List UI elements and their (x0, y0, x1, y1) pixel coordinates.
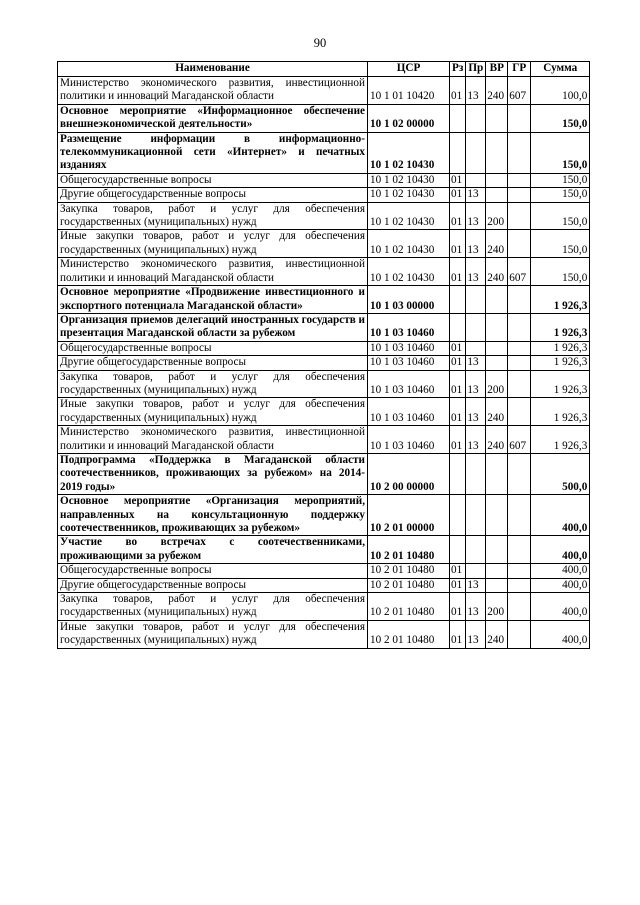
cell-vr (486, 188, 508, 202)
cell-vr: 240 (486, 620, 508, 648)
cell-name: Основное мероприятие «Организация мероприятий, направленных на консультационную поддержку соотечественников, проживающих за рубежом» (58, 495, 368, 536)
cell-name: Закупка товаров, работ и услуг для обеспечения государственных (муниципальных) нужд (58, 593, 368, 621)
cell-name: Основное мероприятие «Продвижение инвестиционного и экспортного потенциала Магаданской области» (58, 286, 368, 314)
table-row (58, 564, 590, 578)
cell-gr: 607 (508, 258, 531, 286)
cell-gr (508, 593, 531, 621)
cell-sum: 1 926,3 (531, 370, 590, 398)
cell-gr (508, 286, 531, 314)
cell-vr (486, 564, 508, 578)
table-row (58, 341, 590, 355)
cell-name: Иные закупки товаров, работ и услуг для обеспечения государственных (муниципальных) нужд (58, 620, 368, 648)
cell-csr: 10 1 03 10460 (368, 313, 450, 341)
cell-csr: 10 2 01 10480 (368, 593, 450, 621)
cell-name: Подпрограмма «Поддержка в Магаданской области соотечественников, проживающих за рубежом» на 2014-2019 годы» (58, 453, 368, 494)
header-name: Наименование (58, 62, 368, 77)
cell-name: Закупка товаров, работ и услуг для обеспечения государственных (муниципальных) нужд (58, 202, 368, 230)
cell-pr: 13 (466, 426, 486, 454)
cell-vr (486, 286, 508, 314)
table-row (58, 202, 590, 230)
cell-csr: 10 1 02 10430 (368, 188, 450, 202)
cell-csr: 10 1 02 10430 (368, 173, 450, 187)
cell-rz: 01 (450, 356, 466, 370)
cell-gr (508, 495, 531, 536)
cell-name: Иные закупки товаров, работ и услуг для обеспечения государственных (муниципальных) нужд (58, 230, 368, 258)
cell-rz: 01 (450, 188, 466, 202)
cell-vr: 240 (486, 230, 508, 258)
cell-csr: 10 2 01 10480 (368, 620, 450, 648)
cell-gr (508, 313, 531, 341)
cell-pr: 13 (466, 188, 486, 202)
cell-csr: 10 2 01 10480 (368, 564, 450, 578)
header-gr: ГР (508, 62, 531, 77)
cell-rz: 01 (450, 258, 466, 286)
cell-rz (450, 286, 466, 314)
cell-gr (508, 453, 531, 494)
cell-rz: 01 (450, 77, 466, 105)
cell-sum: 1 926,3 (531, 356, 590, 370)
cell-rz: 01 (450, 173, 466, 187)
cell-sum: 400,0 (531, 536, 590, 564)
cell-csr: 10 2 01 00000 (368, 495, 450, 536)
header-row (58, 62, 590, 77)
table-body (58, 77, 590, 649)
table-row (58, 495, 590, 536)
table-row (58, 578, 590, 592)
cell-pr: 13 (466, 398, 486, 426)
cell-rz: 01 (450, 202, 466, 230)
cell-pr: 13 (466, 356, 486, 370)
cell-rz: 01 (450, 593, 466, 621)
cell-name: Другие общегосударственные вопросы (58, 188, 368, 202)
cell-pr (466, 453, 486, 494)
cell-rz: 01 (450, 426, 466, 454)
cell-vr (486, 453, 508, 494)
header-rz: Рз (450, 62, 466, 77)
cell-name: Министерство экономического развития, инвестиционной политики и инноваций Магаданской области (58, 258, 368, 286)
cell-name: Общегосударственные вопросы (58, 173, 368, 187)
header-sum: Сумма (531, 62, 590, 77)
cell-gr (508, 341, 531, 355)
cell-pr: 13 (466, 77, 486, 105)
cell-vr (486, 132, 508, 173)
cell-rz: 01 (450, 564, 466, 578)
cell-gr (508, 132, 531, 173)
table-row (58, 313, 590, 341)
cell-pr (466, 173, 486, 187)
cell-name: Другие общегосударственные вопросы (58, 578, 368, 592)
budget-table (57, 61, 590, 649)
cell-sum: 150,0 (531, 258, 590, 286)
cell-gr (508, 620, 531, 648)
cell-csr: 10 1 03 10460 (368, 356, 450, 370)
cell-sum: 500,0 (531, 453, 590, 494)
cell-vr (486, 536, 508, 564)
table-row (58, 536, 590, 564)
cell-gr (508, 356, 531, 370)
cell-name: Иные закупки товаров, работ и услуг для обеспечения государственных (муниципальных) нужд (58, 398, 368, 426)
cell-sum: 1 926,3 (531, 286, 590, 314)
cell-pr: 13 (466, 593, 486, 621)
table-row (58, 77, 590, 105)
cell-csr: 10 1 01 10420 (368, 77, 450, 105)
table-row (58, 453, 590, 494)
cell-gr (508, 398, 531, 426)
cell-csr: 10 1 02 00000 (368, 104, 450, 132)
cell-csr: 10 1 02 10430 (368, 230, 450, 258)
cell-sum: 150,0 (531, 230, 590, 258)
table-row (58, 370, 590, 398)
table-row (58, 426, 590, 454)
cell-csr: 10 2 00 00000 (368, 453, 450, 494)
cell-rz (450, 495, 466, 536)
cell-sum: 150,0 (531, 132, 590, 173)
table-row (58, 230, 590, 258)
cell-name: Министерство экономического развития, инвестиционной политики и инноваций Магаданской области (58, 77, 368, 105)
cell-gr (508, 578, 531, 592)
cell-sum: 400,0 (531, 564, 590, 578)
cell-gr (508, 173, 531, 187)
cell-pr (466, 132, 486, 173)
cell-gr (508, 202, 531, 230)
cell-csr: 10 2 01 10480 (368, 536, 450, 564)
cell-name: Министерство экономического развития, инвестиционной политики и инноваций Магаданской области (58, 426, 368, 454)
cell-name: Размещение информации в информационно-телекоммуникационной сети «Интернет» и печатных изданиях (58, 132, 368, 173)
cell-name: Другие общегосударственные вопросы (58, 356, 368, 370)
table-row (58, 398, 590, 426)
cell-name: Участие во встречах с соотечественниками, проживающими за рубежом (58, 536, 368, 564)
cell-vr (486, 173, 508, 187)
cell-pr (466, 564, 486, 578)
cell-pr (466, 495, 486, 536)
cell-pr: 13 (466, 620, 486, 648)
cell-csr: 10 1 03 10460 (368, 426, 450, 454)
cell-vr (486, 356, 508, 370)
cell-vr: 240 (486, 426, 508, 454)
cell-sum: 150,0 (531, 188, 590, 202)
cell-rz: 01 (450, 620, 466, 648)
table-row (58, 258, 590, 286)
cell-vr (486, 578, 508, 592)
cell-vr: 200 (486, 593, 508, 621)
cell-rz (450, 453, 466, 494)
cell-sum: 1 926,3 (531, 313, 590, 341)
cell-sum: 400,0 (531, 593, 590, 621)
cell-name: Организация приемов делегаций иностранных государств и презентация Магаданской области за рубежом (58, 313, 368, 341)
cell-vr: 240 (486, 398, 508, 426)
cell-pr (466, 536, 486, 564)
table-row (58, 132, 590, 173)
header-csr: ЦСР (368, 62, 450, 77)
cell-gr (508, 188, 531, 202)
cell-rz: 01 (450, 370, 466, 398)
cell-gr (508, 536, 531, 564)
table-row (58, 593, 590, 621)
cell-sum: 100,0 (531, 77, 590, 105)
cell-sum: 400,0 (531, 495, 590, 536)
cell-vr (486, 341, 508, 355)
cell-pr (466, 313, 486, 341)
cell-name: Закупка товаров, работ и услуг для обеспечения государственных (муниципальных) нужд (58, 370, 368, 398)
cell-gr (508, 370, 531, 398)
cell-csr: 10 2 01 10480 (368, 578, 450, 592)
cell-csr: 10 1 03 10460 (368, 341, 450, 355)
cell-vr (486, 104, 508, 132)
table-row (58, 356, 590, 370)
table-row (58, 104, 590, 132)
cell-vr: 240 (486, 258, 508, 286)
cell-pr: 13 (466, 230, 486, 258)
cell-name: Общегосударственные вопросы (58, 564, 368, 578)
cell-vr: 240 (486, 77, 508, 105)
cell-pr: 13 (466, 202, 486, 230)
cell-sum: 400,0 (531, 578, 590, 592)
cell-name: Основное мероприятие «Информационное обеспечение внешнеэкономической деятельности» (58, 104, 368, 132)
cell-csr: 10 1 02 10430 (368, 258, 450, 286)
cell-rz (450, 132, 466, 173)
cell-csr: 10 1 03 00000 (368, 286, 450, 314)
cell-sum: 1 926,3 (531, 341, 590, 355)
cell-csr: 10 1 03 10460 (368, 398, 450, 426)
cell-rz (450, 104, 466, 132)
page-number: 90 (313, 36, 327, 50)
cell-vr: 200 (486, 202, 508, 230)
cell-sum: 1 926,3 (531, 426, 590, 454)
cell-vr (486, 495, 508, 536)
cell-sum: 150,0 (531, 104, 590, 132)
cell-rz: 01 (450, 578, 466, 592)
cell-vr: 200 (486, 370, 508, 398)
cell-pr (466, 341, 486, 355)
cell-pr (466, 104, 486, 132)
cell-rz: 01 (450, 341, 466, 355)
cell-rz (450, 313, 466, 341)
cell-sum: 1 926,3 (531, 398, 590, 426)
table-row (58, 188, 590, 202)
table-row (58, 173, 590, 187)
cell-rz: 01 (450, 398, 466, 426)
header-pr: Пр (466, 62, 486, 77)
cell-gr (508, 230, 531, 258)
cell-sum: 400,0 (531, 620, 590, 648)
cell-pr: 13 (466, 258, 486, 286)
cell-pr: 13 (466, 370, 486, 398)
header-vr: ВР (486, 62, 508, 77)
cell-gr: 607 (508, 426, 531, 454)
cell-rz (450, 536, 466, 564)
cell-csr: 10 1 02 10430 (368, 132, 450, 173)
cell-pr (466, 286, 486, 314)
cell-sum: 150,0 (531, 173, 590, 187)
cell-gr: 607 (508, 77, 531, 105)
cell-sum: 150,0 (531, 202, 590, 230)
cell-csr: 10 1 03 10460 (368, 370, 450, 398)
table-row (58, 286, 590, 314)
cell-name: Общегосударственные вопросы (58, 341, 368, 355)
cell-vr (486, 313, 508, 341)
cell-csr: 10 1 02 10430 (368, 202, 450, 230)
cell-gr (508, 564, 531, 578)
cell-gr (508, 104, 531, 132)
cell-rz: 01 (450, 230, 466, 258)
cell-pr: 13 (466, 578, 486, 592)
table-row (58, 620, 590, 648)
